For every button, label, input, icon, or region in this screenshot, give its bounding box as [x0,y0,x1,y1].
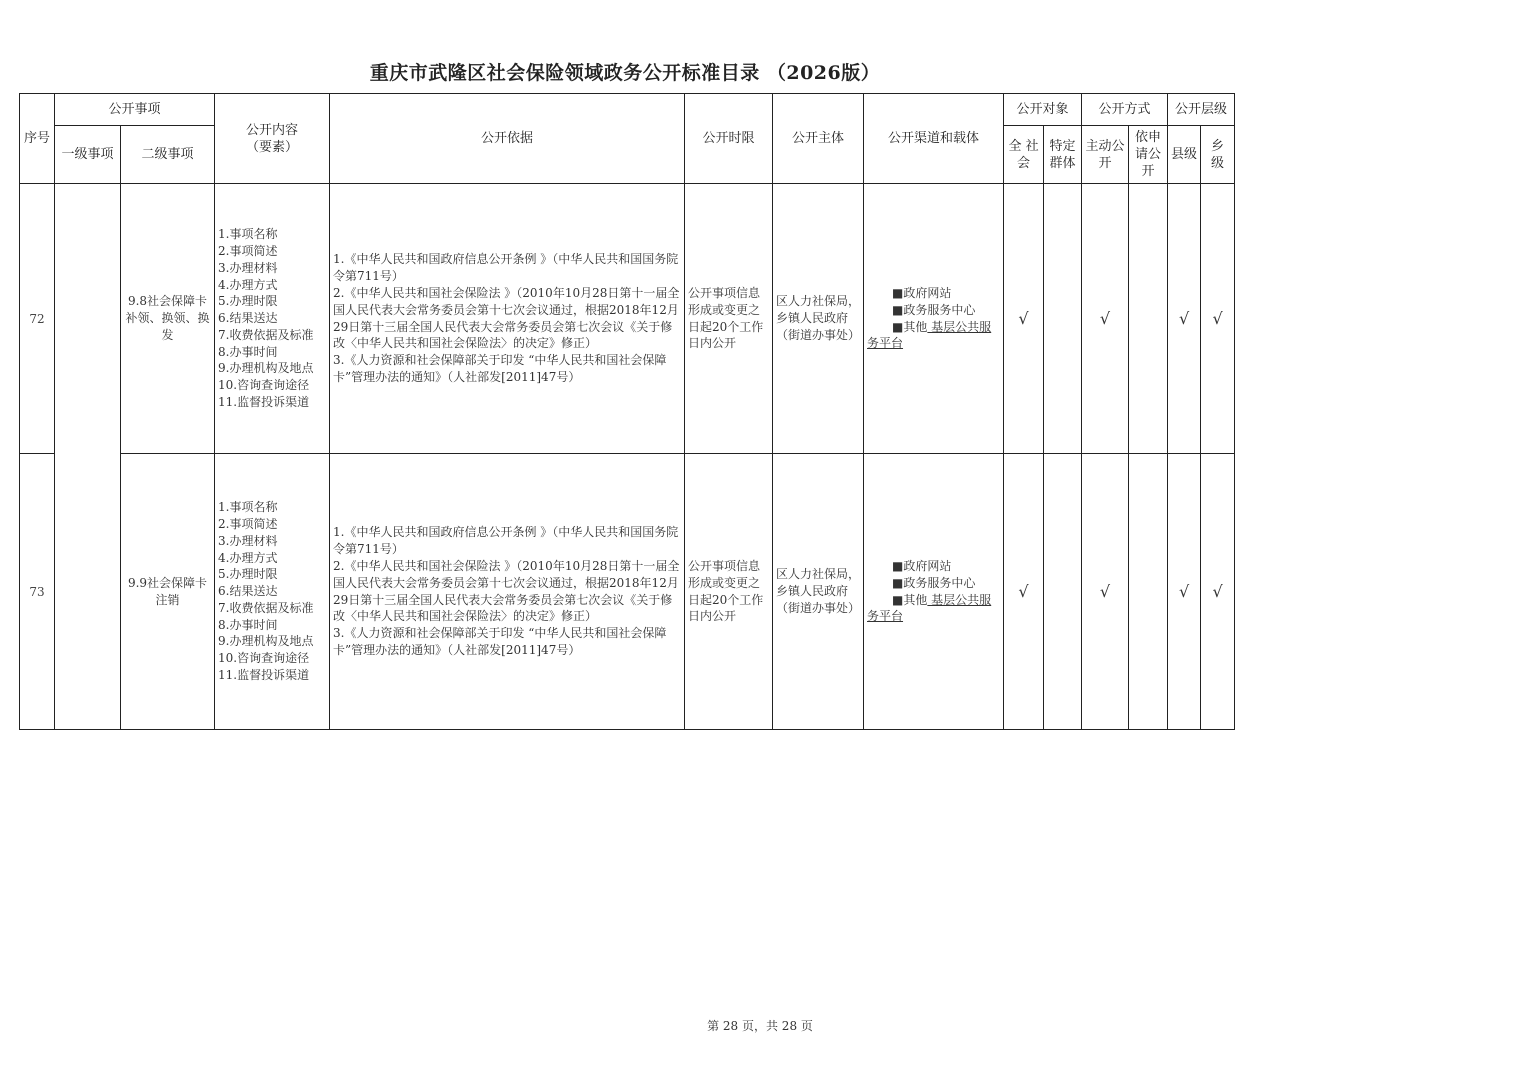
header-subject: 公开主体 [773,94,864,184]
row-basis: 1.《中华人民共和国政府信息公开条例 》（中华人民共和国国务院令第711号） 2.《中华人民共和国社会保险法 》（2010年10月28日第十一届全国人民代表大会常务委员会第十七次会议通过，根据2018年12月29日第十三届全国人民代表大会常务委员会第七次会议《关于修改〈中华人民共和国社会保险法〉的决定》修正） 3.《人力资源和社会保障部关于印发 “中华人民共和国社会保障卡”管理办法的通知》（人社部发[2011]47号） [330,454,685,730]
header-content: 公开内容 （要素） [215,94,330,184]
channel-other [867,319,1001,353]
check-mode-active: √ [1082,454,1129,730]
channel-other [867,592,1001,626]
row-seq: 72 [20,184,55,454]
row-content: 1.事项名称 2.事项简述 3.办理材料 4.办理方式 5.办理时限 6.结果送达 7.收费依据及标准 8.办事时间 9.办理机构及地点 10.咨询查询途径 11.监督投诉渠道 [215,184,330,454]
header-mode-request: 依申 请公 开 [1129,126,1168,184]
channel-website: ■政府网站 [892,285,952,300]
channel-other-text: 基层公共服务平台 [867,592,992,624]
header-level-group: 公开层级 [1168,94,1235,126]
header-level1: 一级事项 [55,126,121,184]
header-object-all: 全 社 会 [1004,126,1044,184]
row-basis: 1.《中华人民共和国政府信息公开条例 》（中华人民共和国国务院令第711号） 2.《中华人民共和国社会保险法 》（2010年10月28日第十一届全国人民代表大会常务委员会第十七次会议通过，根据2018年12月29日第十三届全国人民代表大会常务委员会第七次会议《关于修改〈中华人民共和国社会保险法〉的决定》修正） 3.《人力资源和社会保障部关于印发 “中华人民共和国社会保障卡”管理办法的通知》（人社部发[2011]47号） [330,184,685,454]
check-mode-request [1129,184,1168,454]
channel-website: ■政府网站 [892,558,952,573]
row-time-limit: 公开事项信息形成或变更之日起20个工作日内公开 [685,184,773,454]
header-time-limit: 公开时限 [685,94,773,184]
header-level2: 二级事项 [121,126,215,184]
check-level-county: √ [1168,454,1201,730]
channel-other-prefix: ■其他 [892,319,928,334]
row-time-limit: 公开事项信息形成或变更之日起20个工作日内公开 [685,454,773,730]
header-mode-active: 主动公 开 [1082,126,1129,184]
header-channel: 公开渠道和载体 [864,94,1004,184]
check-level-county: √ [1168,184,1201,454]
check-level-town: √ [1201,184,1235,454]
channel-service-center: ■政务服务中心 [892,302,976,317]
header-basis: 公开依据 [330,94,685,184]
check-object-specific [1044,454,1082,730]
check-object-all: √ [1004,184,1044,454]
row-level1 [55,184,121,730]
row-level2: 9.9社会保障卡注销 [121,454,215,730]
row-channel [864,454,1004,730]
header-mode-group: 公开方式 [1082,94,1168,126]
row-level2: 9.8社会保障卡补领、换领、换发 [121,184,215,454]
channel-other-text: 基层公共服务平台 [867,319,992,351]
check-object-specific [1044,184,1082,454]
check-object-all: √ [1004,454,1044,730]
row-channel [864,184,1004,454]
channel-other-prefix: ■其他 [892,592,928,607]
header-row-1 [20,94,1235,126]
header-level-county: 县级 [1168,126,1201,184]
table-row [20,184,1235,454]
channel-service-center: ■政务服务中心 [892,575,976,590]
table-row [20,454,1235,730]
row-content: 1.事项名称 2.事项简述 3.办理材料 4.办理方式 5.办理时限 6.结果送达 7.收费依据及标准 8.办事时间 9.办理机构及地点 10.咨询查询途径 11.监督投诉渠道 [215,454,330,730]
row-seq: 73 [20,454,55,730]
row-subject: 区人力社保局，乡镇人民政府（街道办事处） [773,184,864,454]
page-title: 重庆市武隆区社会保险领域政务公开标准目录 （2026版） [369,62,881,84]
check-mode-request [1129,454,1168,730]
check-level-town: √ [1201,454,1235,730]
header-items-group: 公开事项 [55,94,215,126]
catalog-table [19,93,1235,730]
check-mode-active: √ [1082,184,1129,454]
header-object-group: 公开对象 [1004,94,1082,126]
header-object-specific: 特定 群体 [1044,126,1082,184]
header-seq: 序号 [20,94,55,184]
page-footer: 第 28 页，共 28 页 [707,1019,813,1033]
header-level-town: 乡 级 [1201,126,1235,184]
row-subject: 区人力社保局，乡镇人民政府（街道办事处） [773,454,864,730]
